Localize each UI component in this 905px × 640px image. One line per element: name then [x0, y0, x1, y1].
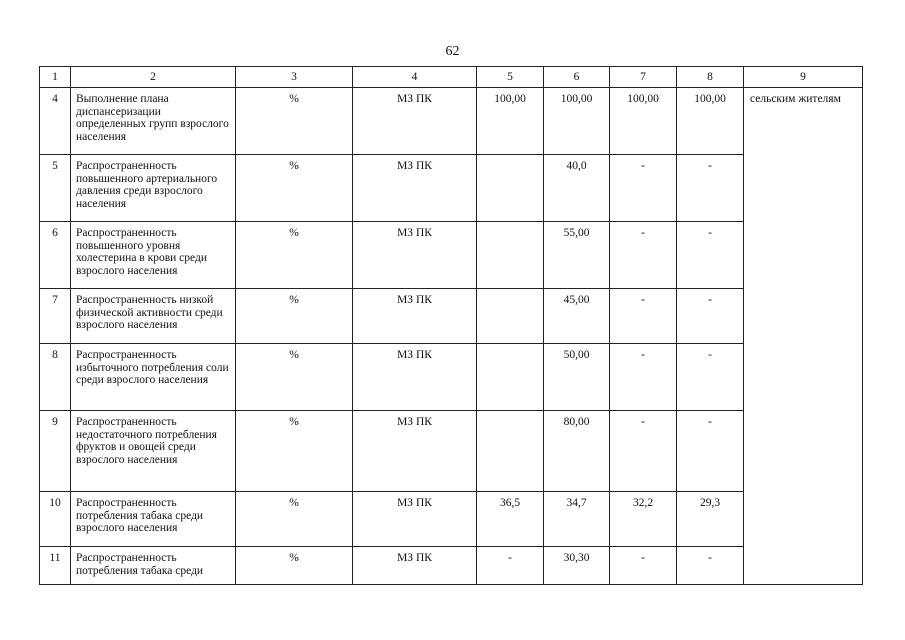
- value-col-5: [477, 344, 544, 411]
- header-cell-3: 3: [236, 67, 353, 88]
- org-cell: МЗ ПК: [353, 155, 477, 222]
- value-col-7: -: [610, 155, 677, 222]
- header-cell-8: 8: [677, 67, 744, 88]
- row-number: 8: [40, 344, 71, 411]
- value-col-8: -: [677, 222, 744, 289]
- indicator-name: Распространенность потребления табака среди взрослого населения: [71, 492, 236, 547]
- org-cell: МЗ ПК: [353, 411, 477, 492]
- note-cell: сельским жителям: [744, 88, 863, 585]
- org-cell: МЗ ПК: [353, 547, 477, 585]
- org-cell: МЗ ПК: [353, 222, 477, 289]
- indicator-name: Распространенность недостаточного потребления фруктов и овощей среди взрослого населения: [71, 411, 236, 492]
- indicators-table: [39, 66, 863, 585]
- unit-cell: %: [236, 155, 353, 222]
- value-col-6: 34,7: [544, 492, 610, 547]
- row-number: 11: [40, 547, 71, 585]
- row-number: 10: [40, 492, 71, 547]
- value-col-8: -: [677, 411, 744, 492]
- value-col-6: 40,0: [544, 155, 610, 222]
- value-col-8: 100,00: [677, 88, 744, 155]
- value-col-5: [477, 289, 544, 344]
- page-number: 62: [445, 44, 460, 59]
- value-col-8: 29,3: [677, 492, 744, 547]
- header-cell-9: 9: [744, 67, 863, 88]
- value-col-8: -: [677, 155, 744, 222]
- indicator-name: Распространенность потребления табака среди: [71, 547, 236, 585]
- value-col-5: [477, 155, 544, 222]
- value-col-7: 100,00: [610, 88, 677, 155]
- table-header-row: [40, 67, 863, 88]
- unit-cell: %: [236, 222, 353, 289]
- value-col-8: -: [677, 344, 744, 411]
- table-row: [40, 222, 863, 289]
- org-cell: МЗ ПК: [353, 344, 477, 411]
- value-col-6: 45,00: [544, 289, 610, 344]
- header-cell-5: 5: [477, 67, 544, 88]
- value-col-7: -: [610, 289, 677, 344]
- value-col-6: 30,30: [544, 547, 610, 585]
- table-row: [40, 411, 863, 492]
- unit-cell: %: [236, 88, 353, 155]
- indicator-name: Распространенность повышенного уровня холестерина в крови среди взрослого населения: [71, 222, 236, 289]
- unit-cell: %: [236, 344, 353, 411]
- row-number: 7: [40, 289, 71, 344]
- header-cell-1: 1: [40, 67, 71, 88]
- value-col-7: -: [610, 344, 677, 411]
- header-cell-6: 6: [544, 67, 610, 88]
- header-cell-2: 2: [71, 67, 236, 88]
- value-col-6: 55,00: [544, 222, 610, 289]
- value-col-5: 100,00: [477, 88, 544, 155]
- value-col-5: 36,5: [477, 492, 544, 547]
- unit-cell: %: [236, 547, 353, 585]
- row-number: 9: [40, 411, 71, 492]
- value-col-5: -: [477, 547, 544, 585]
- value-col-7: -: [610, 411, 677, 492]
- value-col-5: [477, 222, 544, 289]
- header-cell-4: 4: [353, 67, 477, 88]
- table-row: [40, 492, 863, 547]
- unit-cell: %: [236, 411, 353, 492]
- value-col-7: 32,2: [610, 492, 677, 547]
- value-col-6: 100,00: [544, 88, 610, 155]
- table-row: [40, 155, 863, 222]
- value-col-8: -: [677, 289, 744, 344]
- value-col-5: [477, 411, 544, 492]
- table-row: [40, 88, 863, 155]
- table-row: [40, 344, 863, 411]
- row-number: 4: [40, 88, 71, 155]
- org-cell: МЗ ПК: [353, 88, 477, 155]
- indicator-name: Выполнение плана диспансеризации определенных групп взрослого населения: [71, 88, 236, 155]
- table-row: [40, 289, 863, 344]
- unit-cell: %: [236, 492, 353, 547]
- org-cell: МЗ ПК: [353, 492, 477, 547]
- value-col-6: 80,00: [544, 411, 610, 492]
- value-col-7: -: [610, 547, 677, 585]
- value-col-6: 50,00: [544, 344, 610, 411]
- row-number: 6: [40, 222, 71, 289]
- org-cell: МЗ ПК: [353, 289, 477, 344]
- value-col-7: -: [610, 222, 677, 289]
- indicator-name: Распространенность низкой физической активности среди взрослого населения: [71, 289, 236, 344]
- header-cell-7: 7: [610, 67, 677, 88]
- indicator-name: Распространенность избыточного потребления соли среди взрослого населения: [71, 344, 236, 411]
- row-number: 5: [40, 155, 71, 222]
- table-row: [40, 547, 863, 585]
- value-col-8: -: [677, 547, 744, 585]
- indicator-name: Распространенность повышенного артериального давления среди взрослого населения: [71, 155, 236, 222]
- unit-cell: %: [236, 289, 353, 344]
